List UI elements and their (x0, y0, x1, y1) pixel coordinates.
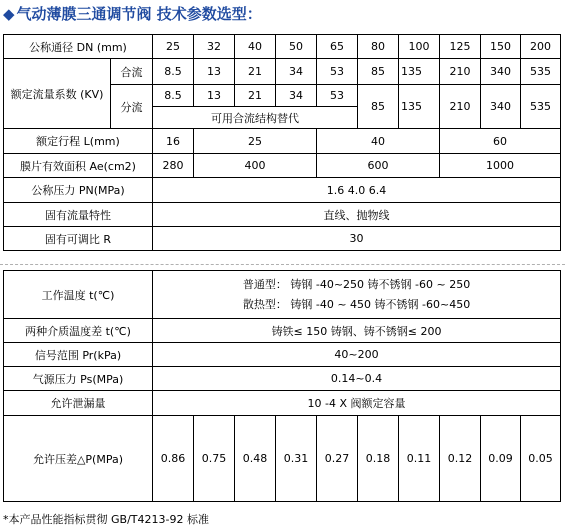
fenliu-cell: 34 (276, 85, 317, 107)
fenliu-note: 可用合流结构替代 (153, 107, 358, 129)
dp-cell: 0.05 (521, 416, 561, 502)
area-cell: 280 (153, 154, 194, 178)
dn-cell: 50 (276, 35, 317, 59)
dn-cell: 40 (235, 35, 276, 59)
dp-row (4, 416, 561, 502)
leak-value: 10 -4 X 阀额定容量 (153, 391, 561, 416)
stroke-cell: 60 (440, 129, 561, 154)
heliu-cell: 13 (194, 59, 235, 85)
pn-label (4, 178, 153, 203)
char-label: 固有流量特性 (4, 203, 153, 227)
heliu-cell: 135 (399, 59, 440, 85)
dn-cell: 200 (521, 35, 561, 59)
stroke-cell: 40 (317, 129, 440, 154)
area-cell: 600 (317, 154, 440, 178)
fenliu-cell: 21 (235, 85, 276, 107)
section-divider (0, 264, 565, 266)
area-cell: 1000 (440, 154, 561, 178)
leak-label: 允许泄漏量 (4, 391, 153, 416)
air-value: 0.14~0.4 (153, 367, 561, 391)
temp-line-normal: 普通型： 铸钢 -40~250 铸不锈钢 -60 ~ 250 (242, 277, 471, 291)
leak-row (4, 391, 561, 416)
dp-cell: 0.75 (194, 416, 235, 502)
dp-cell: 0.48 (235, 416, 276, 502)
heliu-cell: 340 (481, 59, 521, 85)
dp-cell: 0.12 (440, 416, 481, 502)
stroke-row (4, 129, 561, 154)
area-cell: 400 (194, 154, 317, 178)
dn-row (4, 35, 561, 59)
dp-cell: 0.31 (276, 416, 317, 502)
pn-label-text: 公称压力 PN(MPa) (31, 184, 125, 197)
title-text: 气动薄膜三通调节阀 技术参数选型： (16, 5, 262, 23)
shared-cell: 340 (481, 85, 521, 129)
temp-value (153, 271, 561, 319)
dn-cell: 150 (481, 35, 521, 59)
footnote: *本产品性能指标贯彻 GB/T4213-92 标准 (3, 513, 209, 526)
diamond-bullet-icon: ◆ (3, 5, 15, 23)
signal-label: 信号范围 Pr(kPa) (4, 343, 153, 367)
spec-table-lower (3, 270, 561, 502)
fenliu-cell: 13 (194, 85, 235, 107)
area-row (4, 154, 561, 178)
pn-row (4, 178, 561, 203)
pn-value: 1.6 4.0 6.4 (153, 178, 561, 203)
air-row (4, 367, 561, 391)
heliu-cell: 21 (235, 59, 276, 85)
char-row (4, 203, 561, 227)
temp-row (4, 271, 561, 319)
temp-label: 工作温度 t(℃) (4, 271, 153, 319)
dp-cell: 0.18 (358, 416, 399, 502)
signal-row (4, 343, 561, 367)
fenliu-label: 分流 (111, 85, 153, 129)
area-label: 膜片有效面积 Ae(cm2) (4, 154, 153, 178)
heliu-cell: 85 (358, 59, 399, 85)
signal-value: 40~200 (153, 343, 561, 367)
dn-cell: 100 (399, 35, 440, 59)
dn-cell: 25 (153, 35, 194, 59)
dp-cell: 0.09 (481, 416, 521, 502)
shared-cell: 210 (440, 85, 481, 129)
heliu-label: 合流 (111, 59, 153, 85)
dp-cell: 0.11 (399, 416, 440, 502)
heliu-cell: 34 (276, 59, 317, 85)
ratio-value: 30 (153, 227, 561, 251)
diff-label: 两种介质温度差 t(℃) (4, 319, 153, 343)
shared-cell: 535 (521, 85, 561, 129)
dp-label: 允许压差△P(MPa) (4, 416, 153, 502)
shared-cell: 135 (399, 85, 440, 129)
diff-value: 铸铁≤ 150 铸钢、铸不锈钢≤ 200 (153, 319, 561, 343)
heliu-cell: 535 (521, 59, 561, 85)
kv-label: 额定流量系数 (KV) (4, 59, 111, 129)
dn-cell: 65 (317, 35, 358, 59)
diff-row (4, 319, 561, 343)
ratio-label: 固有可调比 R (4, 227, 153, 251)
fenliu-cell: 53 (317, 85, 358, 107)
dn-label: 公称通径 DN (mm) (4, 35, 153, 59)
stroke-cell: 25 (194, 129, 317, 154)
dn-cell: 80 (358, 35, 399, 59)
air-label: 气源压力 Ps(MPa) (4, 367, 153, 391)
spec-table-upper (3, 34, 561, 251)
dp-cell: 0.27 (317, 416, 358, 502)
ratio-row (4, 227, 561, 251)
shared-cell: 85 (358, 85, 399, 129)
dn-cell: 125 (440, 35, 481, 59)
heliu-row (4, 59, 561, 85)
stroke-cell: 16 (153, 129, 194, 154)
dp-cell: 0.86 (153, 416, 194, 502)
page-title (3, 3, 262, 24)
heliu-cell: 210 (440, 59, 481, 85)
temp-line-cooling: 散热型： 铸钢 -40 ~ 450 铸不锈钢 -60~450 (242, 297, 471, 311)
stroke-label: 额定行程 L(mm) (4, 129, 153, 154)
char-value: 直线、抛物线 (153, 203, 561, 227)
heliu-cell: 8.5 (153, 59, 194, 85)
heliu-cell: 53 (317, 59, 358, 85)
fenliu-cell: 8.5 (153, 85, 194, 107)
dn-cell: 32 (194, 35, 235, 59)
